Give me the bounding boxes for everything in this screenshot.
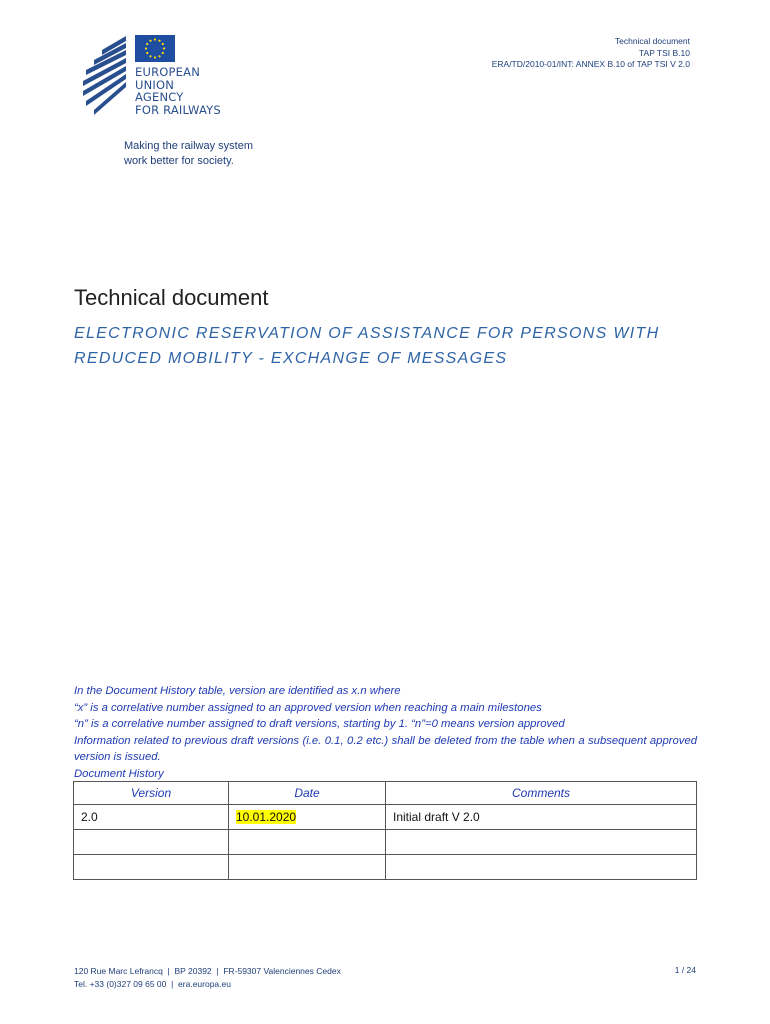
agency-tagline: [124, 139, 253, 168]
rail-stripes-icon: [83, 36, 126, 115]
agency-name-line: UNION: [135, 77, 175, 92]
highlighted-date: 10.01.2020: [236, 810, 297, 824]
history-caption: Document History: [74, 767, 164, 780]
agency-name-line: EUROPEAN: [135, 65, 200, 79]
table-row: [74, 805, 697, 830]
cell-date: [229, 805, 386, 830]
version-notes: [74, 683, 697, 782]
agency-name-line: FOR RAILWAYS: [135, 102, 221, 117]
agency-name: [135, 66, 221, 116]
cell-comments: [386, 830, 697, 855]
document-subtitle: ELECTRONIC RESERVATION OF ASSISTANCE FOR PERSONS WITH REDUCED MOBILITY - EXCHANGE OF MESSAGES: [74, 325, 660, 367]
column-header-comments: Comments: [386, 782, 697, 805]
footer-contact: Tel. +33 (0)327 09 65 00 | era.europa.eu: [74, 979, 231, 989]
tagline-line: Making the railway system: [124, 140, 253, 152]
document-header: [492, 36, 690, 71]
cell-version: [74, 830, 229, 855]
cell-version: [74, 855, 229, 880]
page-footer: [74, 965, 341, 991]
cell-date: [229, 830, 386, 855]
column-header-version: Version: [74, 782, 229, 805]
note-line: “n” is a correlative number assigned to draft versions, starting by 1. “n”=0 means version approved: [74, 718, 565, 730]
agency-name-line: AGENCY: [135, 90, 184, 104]
footer-address: 120 Rue Marc Lefrancq | BP 20392 | FR-59307 Valenciennes Cedex: [74, 966, 341, 976]
note-line: Information related to previous draft versions (i.e. 0.1, 0.2 etc.) shall be deleted from the table when a subsequent approved version is issued.: [74, 734, 697, 763]
cell-comments: Initial draft V 2.0: [386, 805, 697, 830]
note-line: “x” is a correlative number assigned to an approved version when reaching a main milestones: [74, 701, 542, 714]
header-doc-ref: TAP TSI B.10: [638, 47, 690, 58]
table-header-row: [74, 782, 697, 805]
cell-comments: [386, 855, 697, 880]
page-title: Technical document: [74, 285, 269, 310]
header-doc-type: Technical document: [614, 36, 690, 46]
cell-version: 2.0: [74, 805, 229, 830]
table-row: [74, 830, 697, 855]
document-history-table: [73, 781, 697, 880]
cell-date: [229, 855, 386, 880]
tagline-line: work better for society.: [124, 154, 234, 167]
table-row: [74, 855, 697, 880]
header-doc-id: ERA/TD/2010-01/INT: ANNEX B.10 of TAP TSI V 2.0: [491, 59, 690, 69]
page-number: 1 / 24: [674, 965, 696, 975]
note-line: In the Document History table, version are identified as x.n where: [74, 685, 401, 697]
column-header-date: Date: [229, 782, 386, 805]
